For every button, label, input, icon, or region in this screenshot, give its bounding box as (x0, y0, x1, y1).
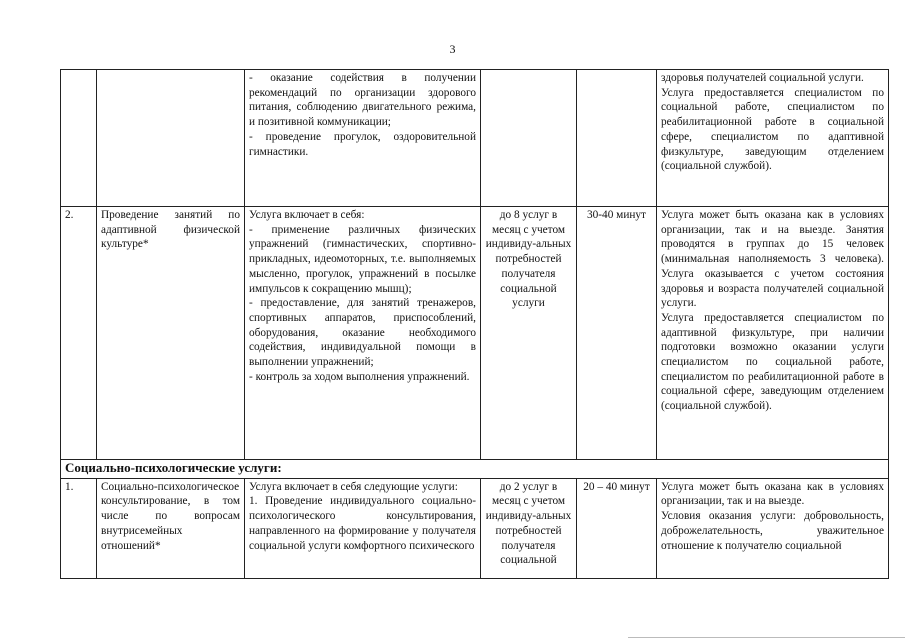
content-item: Услуга включает в себя: (249, 209, 365, 221)
row-number (61, 70, 97, 207)
services-table (60, 69, 889, 579)
section-header-row (61, 460, 889, 479)
service-conditions (657, 207, 889, 460)
service-content (245, 207, 481, 460)
conditions-item: Услуга может быть оказана как в условиях организации, так и на выезде. (661, 480, 884, 508)
conditions-item: Услуга может быть оказана как в условиях организации, так и на выезде. Занятия проводятся в группах до 15 человек (минимальная наполняемость 3 человека). Услуга оказывается с учетом состояния здоровья и возраста получателей социальной услуги. (661, 209, 884, 310)
row-number: 1. (61, 478, 97, 578)
service-conditions (657, 478, 889, 578)
section-title: Социально-психологические услуги: (61, 460, 889, 479)
table-row (61, 70, 889, 207)
service-volume: до 8 услуг в месяц с учетом индивиду-альных потребностей получателя социальной услуги (481, 207, 577, 460)
content-item: - проведение прогулок, оздоровительной гимнастики. (249, 130, 476, 158)
service-time: 20 – 40 минут (577, 478, 657, 578)
service-name: Проведение занятий по адаптивной физической культуре* (97, 207, 245, 460)
row-number: 2. (61, 207, 97, 460)
service-name: Социально-психологическое консультирование, в том числе по вопросам внутрисемейных отношений* (97, 478, 245, 578)
service-content (245, 478, 481, 578)
service-time: 30-40 минут (577, 207, 657, 460)
scan-edge-line (628, 637, 905, 638)
conditions-item: Условия оказания услуги: добровольность, доброжелательность, уважительное отношение к получателю социальной (661, 510, 884, 552)
table-row (61, 478, 889, 578)
service-time (577, 70, 657, 207)
service-content (245, 70, 481, 207)
conditions-item: Услуга предоставляется специалистом по адаптивной физкультуре, при наличии подготовки возможно оказании услуги специалистом по социальной работе, специалистом по реабилитационной работе в социальной сфере, заведующим отделением (социальной службой). (661, 311, 884, 413)
content-item: - предоставление, для занятий тренажеров, спортивных аппаратов, приспособлений, оборудования, оказание необходимого содействия, индивидуальной помощи в выполнении упражнений; (249, 297, 476, 369)
content-item: - оказание содействия в получении рекомендаций по организации здорового питания, соблюдению двигательного режима, и позитивной коммуникации; (249, 72, 476, 129)
service-volume (481, 70, 577, 207)
service-conditions (657, 70, 889, 207)
content-item: Услуга включает в себя следующие услуги: (249, 480, 458, 493)
table-row (61, 207, 889, 460)
content-item: 1. Проведение индивидуального социально-психологического консультирования, направленного на формирование у получателя социальной услуги комфортного психического (249, 495, 476, 552)
service-name (97, 70, 245, 207)
page-number: 3 (449, 42, 456, 56)
conditions-item: здоровья получателей социальной услуги. (661, 72, 864, 84)
conditions-item: Услуга предоставляется специалистом по социальной работе, специалистом по реабилитационной работе в социальной сфере, специалистом по адаптивной физкультуре, заведующим отделением (социальной службой). (661, 86, 884, 173)
service-volume: до 2 услуг в месяц с учетом индивиду-альных потребностей получателя социальной (481, 478, 577, 578)
content-item: - применение различных физических упражнений (гимнастических, спортивно-прикладных, идеомоторных, т.е. выполняемых мысленно, прогулок, упражнений в посылке импульсов к сокращению мышц); (249, 223, 476, 295)
content-item: - контроль за ходом выполнения упражнений. (249, 370, 470, 383)
